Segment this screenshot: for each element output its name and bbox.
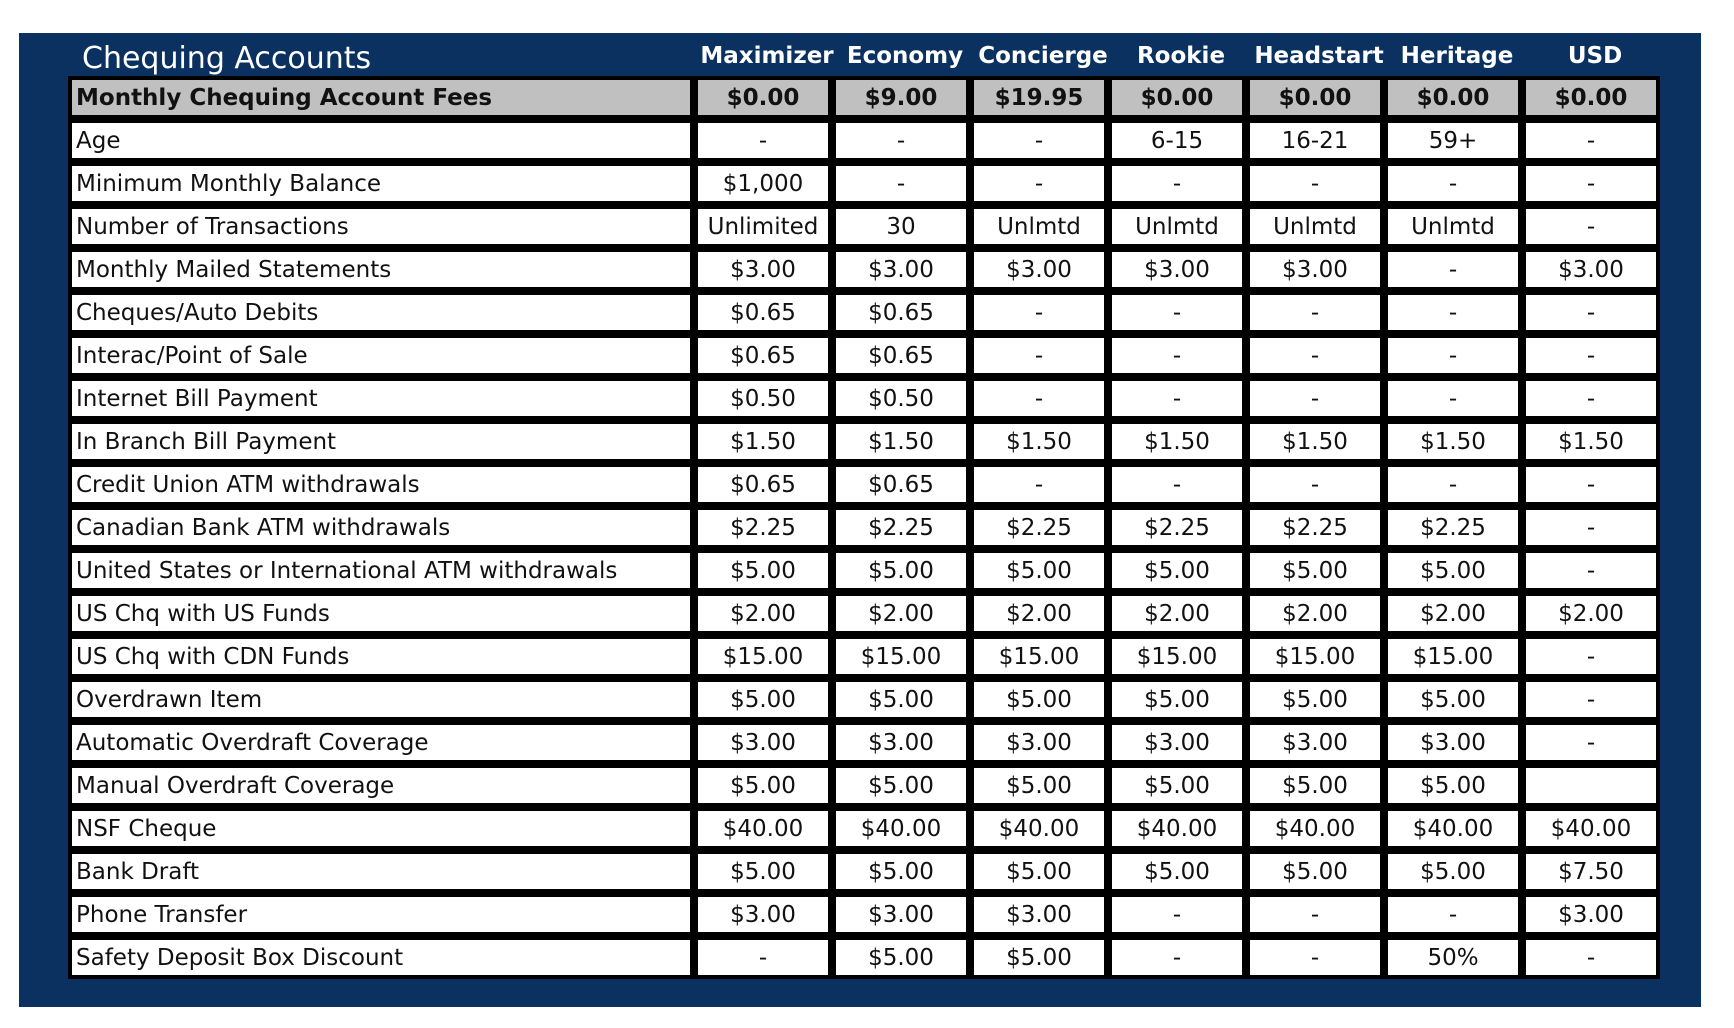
table-cell: - (1384, 377, 1522, 420)
table-cell: $1.50 (694, 420, 832, 463)
table-cell: $0.50 (694, 377, 832, 420)
table-cell: $5.00 (1384, 764, 1522, 807)
table-cell: - (1522, 205, 1660, 248)
row-label: United States or International ATM withdrawals (68, 549, 694, 592)
row-label: Interac/Point of Sale (68, 334, 694, 377)
table-cell: $40.00 (1522, 807, 1660, 850)
table-cell: $2.25 (1384, 506, 1522, 549)
table-cell: Unlimited (694, 205, 832, 248)
table-cell: $5.00 (1246, 764, 1384, 807)
table-cell: Unlmtd (1108, 205, 1246, 248)
table-cell: $5.00 (1108, 549, 1246, 592)
table-cell: $5.00 (970, 764, 1108, 807)
table-row (68, 893, 1660, 936)
table-cell: $40.00 (1108, 807, 1246, 850)
table-title: Chequing Accounts (82, 41, 372, 76)
table-cell: - (1246, 291, 1384, 334)
table-cell: - (1246, 893, 1384, 936)
row-label: Automatic Overdraft Coverage (68, 721, 694, 764)
table-cell: $1.50 (1108, 420, 1246, 463)
table-cell: $2.25 (1246, 506, 1384, 549)
table-cell: $2.00 (1522, 592, 1660, 635)
table-row (68, 635, 1660, 678)
row-label: Monthly Chequing Account Fees (68, 76, 694, 119)
table-cell: - (1522, 635, 1660, 678)
column-header: Concierge (978, 43, 1108, 69)
table-cell: $3.00 (970, 721, 1108, 764)
table-cell: - (1246, 936, 1384, 979)
row-label: Age (68, 119, 694, 162)
table-cell: $5.00 (832, 850, 970, 893)
table-cell: $5.00 (832, 678, 970, 721)
column-header: Heritage (1400, 43, 1514, 69)
table-cell: $0.00 (1246, 76, 1384, 119)
table-cell: $9.00 (832, 76, 970, 119)
table-cell: $5.00 (1384, 549, 1522, 592)
row-label: Monthly Mailed Statements (68, 248, 694, 291)
table-cell: - (970, 334, 1108, 377)
table-cell: $2.00 (832, 592, 970, 635)
table-row (68, 807, 1660, 850)
table-row (68, 678, 1660, 721)
monthly-fees-row (68, 76, 1660, 119)
table-cell: - (1384, 334, 1522, 377)
row-label: Internet Bill Payment (68, 377, 694, 420)
table-cell: - (970, 291, 1108, 334)
table-row (68, 721, 1660, 764)
table-cell: $0.00 (1108, 76, 1246, 119)
table-cell: $3.00 (1246, 721, 1384, 764)
table-cell: - (1384, 291, 1522, 334)
table-cell: - (1522, 678, 1660, 721)
table-row (68, 592, 1660, 635)
table-cell: $5.00 (970, 936, 1108, 979)
table-cell: - (1522, 291, 1660, 334)
table-cell: $5.00 (1246, 678, 1384, 721)
table-cell: $1.50 (1246, 420, 1384, 463)
table-cell: $0.00 (694, 76, 832, 119)
table-cell: - (832, 162, 970, 205)
table-cell: $40.00 (1246, 807, 1384, 850)
row-label: US Chq with US Funds (68, 592, 694, 635)
table-cell: - (970, 162, 1108, 205)
row-label: US Chq with CDN Funds (68, 635, 694, 678)
row-label: Cheques/Auto Debits (68, 291, 694, 334)
table-cell: $0.65 (832, 463, 970, 506)
table-cell: $5.00 (1108, 764, 1246, 807)
table-cell: Unlmtd (1384, 205, 1522, 248)
table-row (68, 205, 1660, 248)
row-label: Minimum Monthly Balance (68, 162, 694, 205)
table-cell: - (1522, 162, 1660, 205)
table-cell: 50% (1384, 936, 1522, 979)
table-cell: - (1384, 893, 1522, 936)
table-cell: - (694, 119, 832, 162)
table-cell: $0.65 (694, 463, 832, 506)
table-cell: - (1246, 377, 1384, 420)
table-cell: 59+ (1384, 119, 1522, 162)
table-cell: - (1522, 334, 1660, 377)
row-label: Overdrawn Item (68, 678, 694, 721)
column-header: Headstart (1254, 43, 1384, 69)
table-cell: $3.00 (694, 893, 832, 936)
table-cell: $3.00 (1108, 248, 1246, 291)
table-cell: $5.00 (1246, 850, 1384, 893)
chequing-accounts-panel (19, 33, 1701, 1007)
table-cell: $3.00 (1384, 721, 1522, 764)
table-cell: $0.00 (1522, 76, 1660, 119)
table-cell: $3.00 (1108, 721, 1246, 764)
table-cell: - (1522, 721, 1660, 764)
table-cell: $5.00 (832, 936, 970, 979)
table-cell: $2.25 (970, 506, 1108, 549)
table-cell: - (1108, 463, 1246, 506)
table-cell: - (1108, 936, 1246, 979)
table-cell: - (694, 936, 832, 979)
table-cell: $15.00 (1246, 635, 1384, 678)
table-cell: $2.25 (694, 506, 832, 549)
table-row (68, 936, 1660, 979)
table-cell: $5.00 (1246, 549, 1384, 592)
table-cell: - (1522, 377, 1660, 420)
table-cell: $1.50 (1522, 420, 1660, 463)
table-cell: $5.00 (1384, 850, 1522, 893)
table-cell: $0.65 (694, 334, 832, 377)
table-cell: $3.00 (1246, 248, 1384, 291)
table-row (68, 291, 1660, 334)
fees-table-body (68, 76, 1660, 979)
table-cell: 6-15 (1108, 119, 1246, 162)
row-label: Phone Transfer (68, 893, 694, 936)
table-cell: $5.00 (694, 549, 832, 592)
table-cell: $40.00 (832, 807, 970, 850)
table-cell: $15.00 (832, 635, 970, 678)
table-cell: $5.00 (970, 850, 1108, 893)
table-cell: $5.00 (970, 549, 1108, 592)
table-cell: - (1384, 463, 1522, 506)
table-cell: $0.65 (832, 291, 970, 334)
table-cell: Unlmtd (970, 205, 1108, 248)
table-cell: $15.00 (1384, 635, 1522, 678)
table-cell: $40.00 (1384, 807, 1522, 850)
table-cell: $2.00 (970, 592, 1108, 635)
table-cell: $2.25 (1108, 506, 1246, 549)
table-row (68, 334, 1660, 377)
table-cell: $2.00 (1246, 592, 1384, 635)
row-label: Bank Draft (68, 850, 694, 893)
row-label: Canadian Bank ATM withdrawals (68, 506, 694, 549)
table-cell: $0.65 (832, 334, 970, 377)
table-cell: - (970, 119, 1108, 162)
table-cell: - (1246, 463, 1384, 506)
table-row (68, 377, 1660, 420)
table-cell: - (1246, 334, 1384, 377)
table-cell: $3.00 (1522, 893, 1660, 936)
table-cell: $7.50 (1522, 850, 1660, 893)
table-cell: $3.00 (832, 893, 970, 936)
column-header: USD (1567, 43, 1623, 69)
table-cell: - (1522, 549, 1660, 592)
table-cell (1522, 764, 1660, 807)
table-cell: $5.00 (1108, 678, 1246, 721)
table-cell: - (1384, 248, 1522, 291)
table-cell: $2.00 (1384, 592, 1522, 635)
table-cell: $15.00 (970, 635, 1108, 678)
table-row (68, 420, 1660, 463)
table-row (68, 162, 1660, 205)
table-row (68, 549, 1660, 592)
table-cell: - (1108, 334, 1246, 377)
table-cell: $1,000 (694, 162, 832, 205)
table-cell: $5.00 (832, 549, 970, 592)
table-cell: $5.00 (694, 764, 832, 807)
table-cell: $19.95 (970, 76, 1108, 119)
table-row (68, 119, 1660, 162)
table-row (68, 506, 1660, 549)
table-cell: - (1108, 291, 1246, 334)
row-label: Safety Deposit Box Discount (68, 936, 694, 979)
table-row (68, 764, 1660, 807)
table-cell: - (832, 119, 970, 162)
table-cell: $3.00 (832, 721, 970, 764)
table-cell: $40.00 (694, 807, 832, 850)
table-cell: - (970, 463, 1108, 506)
table-row (68, 248, 1660, 291)
row-label: In Branch Bill Payment (68, 420, 694, 463)
table-cell: $2.00 (694, 592, 832, 635)
table-cell: $40.00 (970, 807, 1108, 850)
table-cell: - (1522, 119, 1660, 162)
table-cell: $5.00 (970, 678, 1108, 721)
table-cell: $5.00 (1384, 678, 1522, 721)
table-cell: $3.00 (832, 248, 970, 291)
table-cell: - (1108, 893, 1246, 936)
table-cell: $3.00 (970, 893, 1108, 936)
table-row (68, 850, 1660, 893)
column-header: Economy (846, 43, 964, 69)
table-cell: $5.00 (694, 850, 832, 893)
table-cell: $15.00 (1108, 635, 1246, 678)
table-cell: $0.65 (694, 291, 832, 334)
table-cell: $5.00 (1108, 850, 1246, 893)
row-label: Number of Transactions (68, 205, 694, 248)
table-cell: - (1522, 506, 1660, 549)
table-cell: - (970, 377, 1108, 420)
fees-table (68, 76, 1660, 979)
table-cell: $3.00 (694, 721, 832, 764)
table-cell: 30 (832, 205, 970, 248)
table-cell: - (1522, 936, 1660, 979)
column-header: Rookie (1136, 43, 1226, 69)
table-cell: $2.00 (1108, 592, 1246, 635)
table-cell: $5.00 (694, 678, 832, 721)
row-label: Credit Union ATM withdrawals (68, 463, 694, 506)
row-label: Manual Overdraft Coverage (68, 764, 694, 807)
table-cell: - (1246, 162, 1384, 205)
column-header: Maximizer (700, 43, 834, 69)
table-cell: - (1384, 162, 1522, 205)
table-row (68, 463, 1660, 506)
table-cell: $1.50 (970, 420, 1108, 463)
table-cell: $5.00 (832, 764, 970, 807)
table-cell: $2.25 (832, 506, 970, 549)
table-cell: $1.50 (832, 420, 970, 463)
table-cell: - (1108, 377, 1246, 420)
table-cell: $3.00 (694, 248, 832, 291)
table-cell: $3.00 (970, 248, 1108, 291)
row-label: NSF Cheque (68, 807, 694, 850)
table-header-row (19, 33, 1701, 79)
table-cell: $0.50 (832, 377, 970, 420)
table-cell: $0.00 (1384, 76, 1522, 119)
table-cell: - (1522, 463, 1660, 506)
table-cell: $15.00 (694, 635, 832, 678)
table-cell: 16-21 (1246, 119, 1384, 162)
table-cell: Unlmtd (1246, 205, 1384, 248)
table-cell: $1.50 (1384, 420, 1522, 463)
table-cell: - (1108, 162, 1246, 205)
table-cell: $3.00 (1522, 248, 1660, 291)
